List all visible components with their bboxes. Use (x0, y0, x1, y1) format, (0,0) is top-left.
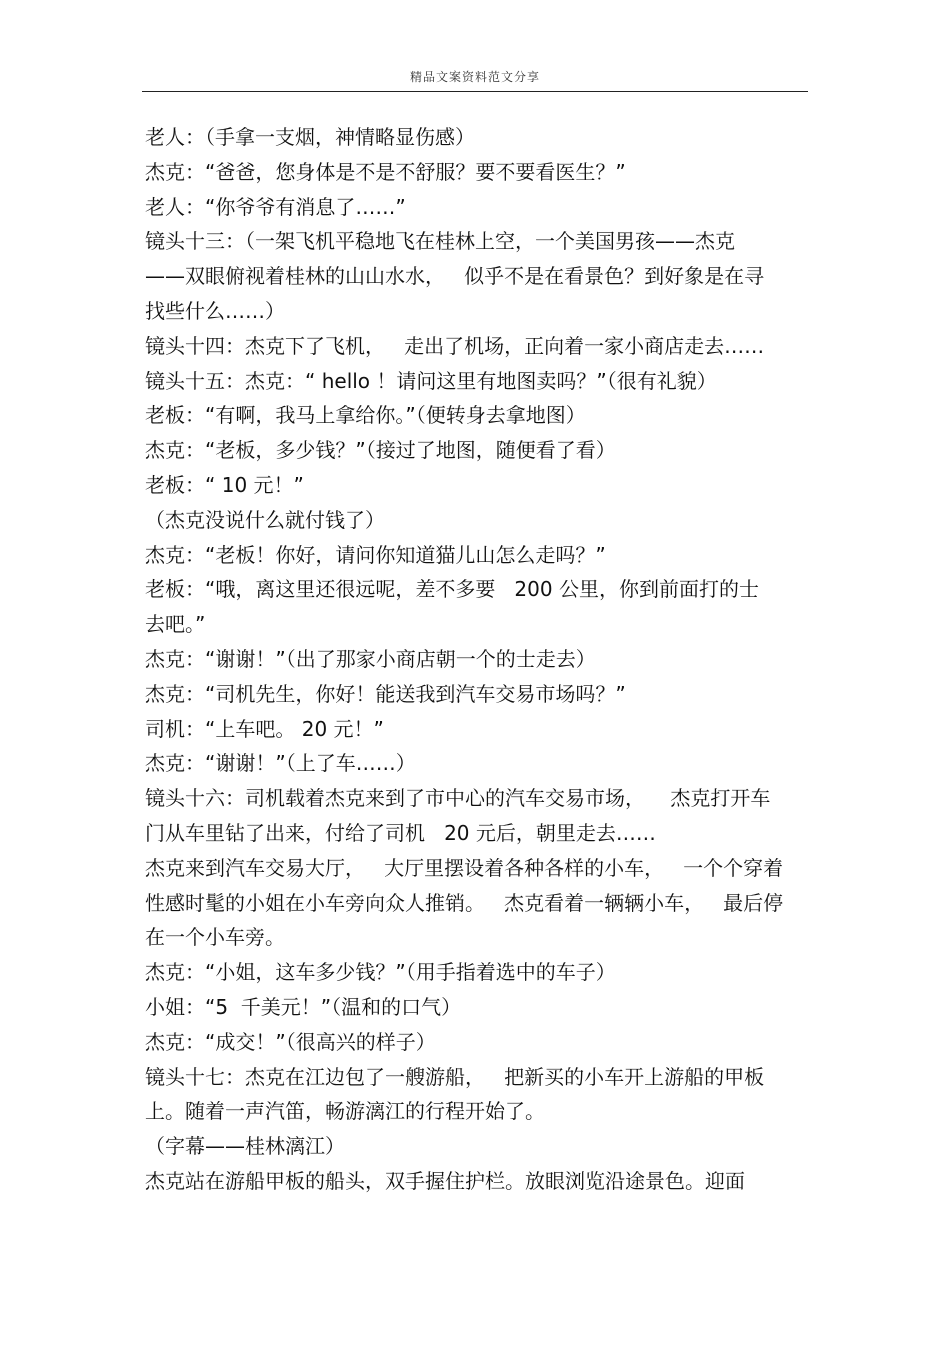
text-line: 镜头十四：杰克下了飞机， 走出了机场，正向着一家小商店走去…… (145, 333, 765, 358)
text-line: 在一个小车旁。 (145, 925, 285, 950)
text-line: 司机：“上车吧。 20 元！” (145, 716, 384, 741)
text-line: 杰克站在游船甲板的船头，双手握住护栏。放眼浏览沿途景色。迎面 (145, 1168, 745, 1193)
header-divider (142, 91, 808, 92)
text-line: 老板：“哦，离这里还很远呢，差不多要 200 公里，你到前面打的士 (145, 577, 759, 602)
text-line: 老板：“ 10 元！” (145, 472, 304, 497)
text-line: 找些什么……） (145, 298, 285, 323)
text-line: （杰克没说什么就付钱了） (145, 507, 385, 532)
text-line: 杰克：“司机先生，你好！能送我到汽车交易市场吗？” (145, 681, 626, 706)
text-line: 镜头十七：杰克在江边包了一艘游船， 把新买的小车开上游船的甲板 (145, 1064, 765, 1089)
text-line: 镜头十六：司机载着杰克来到了市中心的汽车交易市场， 杰克打开车 (145, 786, 771, 811)
page-header: 精品文案资料范文分享 (409, 70, 540, 84)
text-line: 去吧。” (145, 612, 206, 637)
text-line: 老人：（手拿一支烟，神情略显伤感） (145, 125, 475, 149)
document-body (145, 120, 810, 1199)
text-line: 杰克：“谢谢！”（出了那家小商店朝一个的士走去） (145, 646, 596, 671)
text-line: 杰克：“小姐，这车多少钱？”（用手指着选中的车子） (145, 960, 616, 985)
text-line: 老板：“有啊，我马上拿给你。”（便转身去拿地图） (145, 403, 586, 428)
text-line: 杰克来到汽车交易大厅， 大厅里摆设着各种各样的小车， 一个个穿着 (145, 855, 784, 880)
text-line: ——双眼俯视着桂林的山山水水， 似乎不是在看景色？到好象是在寻 (145, 264, 765, 289)
text-line: 杰克：“成交！”（很高兴的样子） (145, 1029, 436, 1054)
text-line: 小姐：“5 千美元！”（温和的口气） (145, 994, 462, 1019)
text-line: 杰克：“老板！你好，请问你知道猫儿山怎么走吗？” (145, 542, 606, 567)
text-line: 老人：“你爷爷有消息了……” (145, 194, 406, 219)
text-line: 杰克：“爸爸，您身体是不是不舒服？要不要看医生？” (145, 159, 626, 184)
text-line: 上。随着一声汽笛，畅游漓江的行程开始了。 (145, 1099, 545, 1124)
text-line: 杰克：“谢谢！”（上了车……） (145, 751, 416, 776)
text-line: 镜头十五：杰克：“ hello ！请问这里有地图卖吗？”（很有礼貌） (145, 368, 717, 393)
text-line: 镜头十三：（一架飞机平稳地飞在桂林上空，一个美国男孩——杰克 (145, 229, 735, 254)
text-line: 杰克：“老板，多少钱？”（接过了地图，随便看了看） (145, 438, 616, 463)
text-line: 门从车里钻了出来，付给了司机 20 元后，朝里走去…… (145, 820, 656, 845)
text-line: （字幕——桂林漓江） (145, 1134, 345, 1159)
text-line: 性感时髦的小姐在小车旁向众人推销。 杰克看着一辆辆小车， 最后停 (145, 890, 784, 915)
